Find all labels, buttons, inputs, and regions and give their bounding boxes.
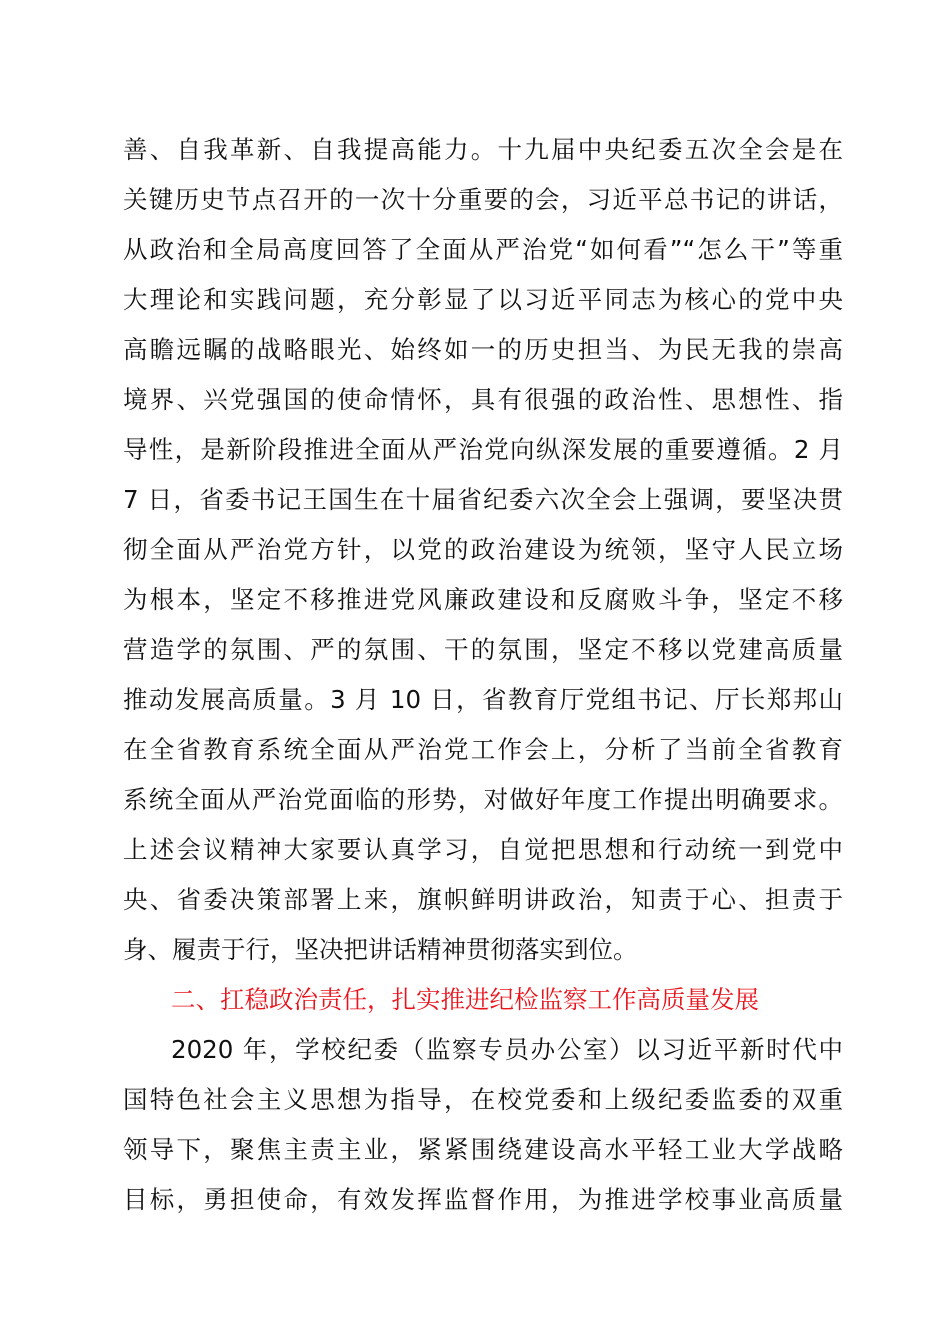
paragraph-line: 7 日，省委书记王国生在十届省纪委六次全会上强调，要坚决贯 — [123, 485, 843, 514]
paragraph-line: 从政治和全局高度回答了全面从严治党“如何看”“怎么干”等重 — [123, 235, 843, 264]
paragraph-line: 上述会议精神大家要认真学习，自觉把思想和行动统一到党中 — [123, 835, 843, 864]
paragraph-line: 为根本，坚定不移推进党风廉政建设和反腐败斗争，坚定不移 — [123, 585, 843, 614]
section-heading: 二、扛稳政治责任，扎实推进纪检监察工作高质量发展 — [171, 985, 759, 1014]
paragraph-line: 在全省教育系统全面从严治党工作会上，分析了当前全省教育 — [123, 735, 843, 764]
paragraph-line: 彻全面从严治党方针，以党的政治建设为统领，坚守人民立场 — [123, 535, 843, 564]
paragraph-line: 善、自我革新、自我提高能力。十九届中央纪委五次全会是在 — [123, 135, 843, 164]
paragraph-line: 营造学的氛围、严的氛围、干的氛围，坚定不移以党建高质量 — [123, 635, 843, 664]
paragraph-line: 国特色社会主义思想为指导，在校党委和上级纪委监委的双重 — [123, 1085, 843, 1114]
paragraph-line: 身、履责于行，坚决把讲话精神贯彻落实到位。 — [123, 935, 638, 964]
paragraph-line: 2020 年，学校纪委（监察专员办公室）以习近平新时代中 — [171, 1035, 843, 1064]
paragraph-line: 境界、兴党强国的使命情怀，具有很强的政治性、思想性、指 — [123, 385, 843, 414]
paragraph-line: 关键历史节点召开的一次十分重要的会，习近平总书记的讲话， — [123, 185, 843, 214]
paragraph-line: 央、省委决策部署上来，旗帜鲜明讲政治，知责于心、担责于 — [123, 885, 843, 914]
paragraph-line: 大理论和实践问题，充分彰显了以习近平同志为核心的党中央 — [123, 285, 843, 314]
paragraph-line: 系统全面从严治党面临的形势，对做好年度工作提出明确要求。 — [123, 785, 843, 814]
paragraph-line: 导性，是新阶段推进全面从严治党向纵深发展的重要遵循。2 月 — [123, 435, 843, 464]
paragraph-line: 高瞻远瞩的战略眼光、始终如一的历史担当、为民无我的崇高 — [123, 335, 843, 364]
paragraph-line: 目标，勇担使命，有效发挥监督作用，为推进学校事业高质量 — [123, 1185, 843, 1214]
paragraph-line: 推动发展高质量。3 月 10 日，省教育厅党组书记、厅长郑邦山 — [123, 685, 843, 714]
paragraph-line: 领导下，聚焦主责主业，紧紧围绕建设高水平轻工业大学战略 — [123, 1135, 843, 1164]
